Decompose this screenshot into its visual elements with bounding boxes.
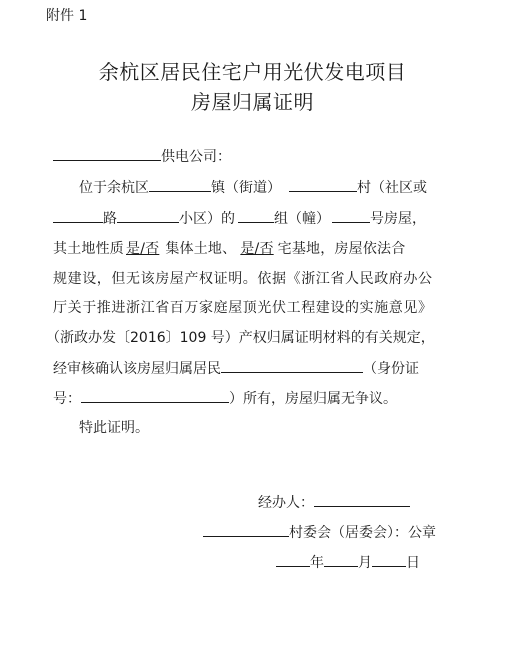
committee-line	[0, 522, 505, 543]
body-line-3	[0, 239, 505, 259]
handler-blank[interactable]	[314, 492, 410, 507]
body-text: 路	[103, 211, 117, 227]
homestead-option[interactable]: 是/否	[240, 241, 274, 257]
year-blank[interactable]	[276, 552, 310, 567]
document-subtitle: 房屋归属证明	[191, 90, 314, 114]
handler-line	[0, 492, 505, 513]
body-text: （浙政办发〔2016〕109 号）产权归属证明材料的有关规定，	[46, 330, 435, 346]
body-text: 号：	[53, 391, 81, 407]
body-text: 组（幢）	[274, 211, 330, 227]
group-blank[interactable]	[238, 208, 274, 223]
month-label: 月	[358, 555, 372, 571]
body-text: （身份证	[363, 361, 419, 377]
body-text: 集体土地、	[165, 241, 237, 257]
id-number-blank[interactable]	[81, 388, 229, 403]
body-line-4	[0, 269, 505, 289]
house-number-blank[interactable]	[332, 208, 370, 223]
body-line-2	[0, 208, 505, 229]
village-blank[interactable]	[289, 177, 357, 192]
body-text: 厅关于推进浙江省百万家庭屋顶光伏工程建设的实施意见》	[53, 300, 433, 316]
attachment-label: 附件 1	[46, 8, 88, 24]
year-label: 年	[310, 555, 324, 571]
body-line-5	[0, 298, 505, 318]
body-text: 号房屋，	[370, 211, 426, 227]
body-line-7	[0, 358, 505, 379]
collective-land-option[interactable]: 是/否	[126, 241, 160, 257]
body-line-6	[0, 328, 505, 348]
body-text: 镇（街道）	[211, 180, 281, 196]
body-text: 村（社区或	[357, 180, 427, 196]
handler-label: 经办人：	[258, 495, 314, 511]
body-text: 位于余杭区	[79, 180, 149, 196]
body-text: 经审核确认该房屋归属居民	[53, 361, 221, 377]
body-line-1	[0, 177, 505, 198]
town-blank[interactable]	[149, 177, 211, 192]
body-text: 规建设，但无该房屋产权证明。依据《浙江省人民政府办公	[53, 271, 433, 287]
document-title: 余杭区居民住宅户用光伏发电项目	[98, 60, 407, 84]
body-text: ）所有，房屋归属无争议。	[229, 391, 397, 407]
month-blank[interactable]	[324, 552, 358, 567]
closing-text: 特此证明。	[79, 420, 149, 436]
body-text: 宅基地，房屋依法合	[277, 241, 406, 257]
committee-label: 村委会（居委会）：公章	[289, 525, 436, 541]
committee-blank[interactable]	[203, 522, 289, 537]
addressee-line	[0, 146, 505, 167]
road-blank[interactable]	[53, 208, 103, 223]
community-blank[interactable]	[117, 208, 179, 223]
day-label: 日	[406, 555, 420, 571]
body-text: 其土地性质	[53, 241, 124, 257]
power-company-blank[interactable]	[53, 146, 161, 161]
resident-name-blank[interactable]	[221, 358, 363, 373]
date-line	[0, 552, 505, 573]
body-line-8	[0, 388, 505, 409]
addressee-suffix: 供电公司：	[161, 149, 231, 165]
body-text: 小区）的	[179, 211, 235, 227]
day-blank[interactable]	[372, 552, 406, 567]
body-line-9	[0, 418, 505, 438]
